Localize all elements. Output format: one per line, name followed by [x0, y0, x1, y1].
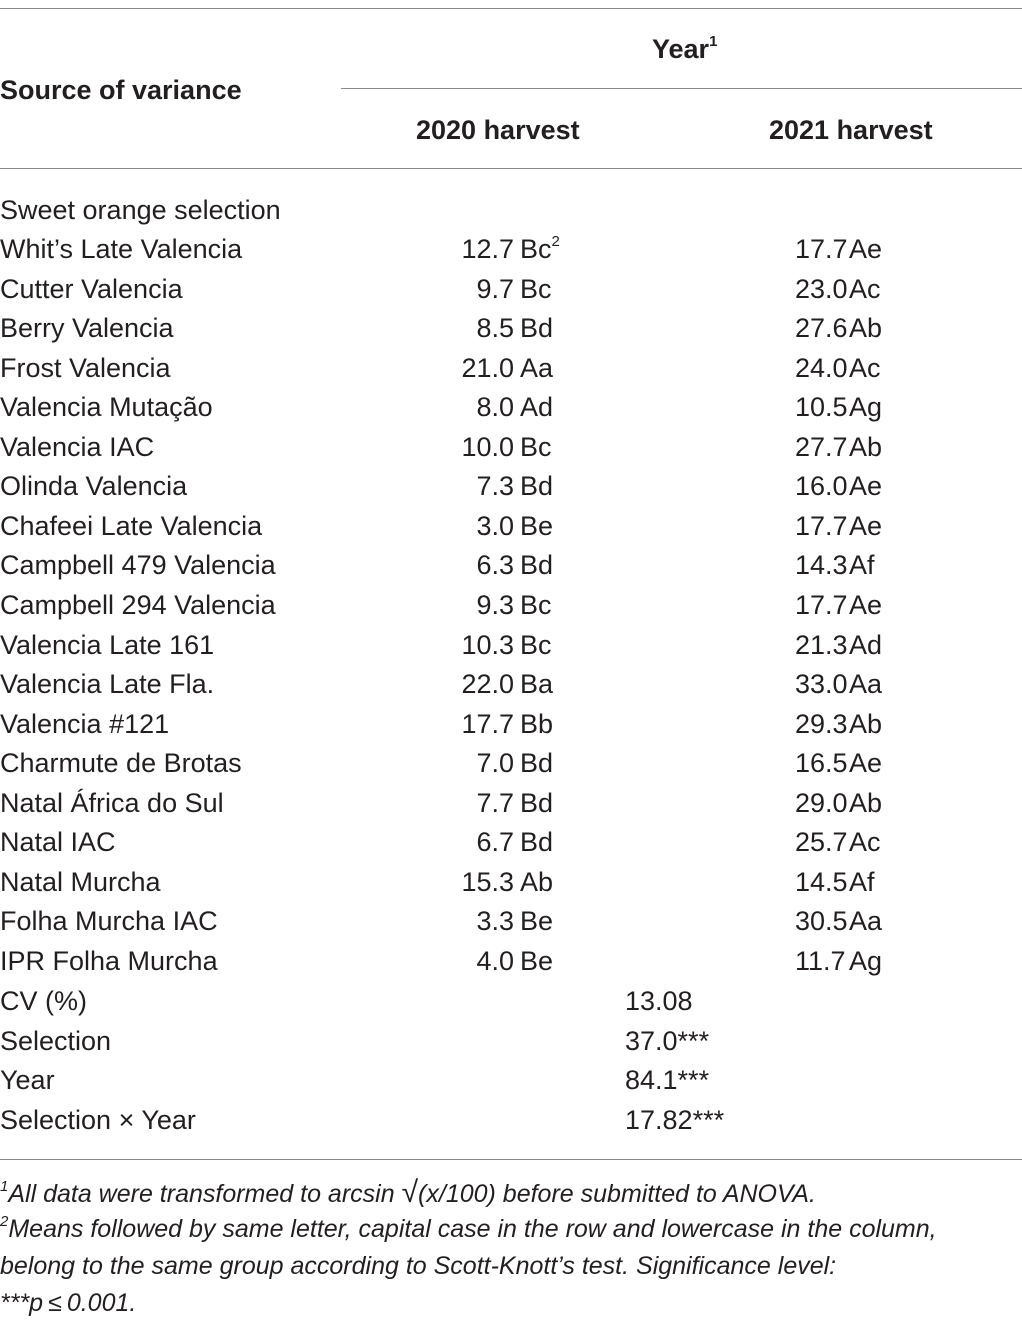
- row-selection-name: Berry Valencia: [0, 313, 174, 343]
- row-selection-name: Natal África do Sul: [0, 788, 224, 818]
- row-2020-cell: [445, 629, 645, 661]
- group-letters-2020: Bb: [520, 709, 554, 739]
- row-2021-cell: [795, 826, 995, 858]
- group-letters-2021: Ae: [849, 511, 883, 541]
- row-selection-name: Frost Valencia: [0, 353, 171, 383]
- row-selection-name: Campbell 479 Valencia: [0, 550, 276, 580]
- row-2021-cell: [795, 391, 995, 423]
- row-2020-cell: [445, 233, 645, 265]
- row-2021-cell: [795, 668, 995, 700]
- value-2021: 16.5: [795, 748, 848, 778]
- value-2021: 17.7: [795, 234, 848, 264]
- group-letters-2021: Af: [849, 867, 875, 897]
- row-2020-cell: [445, 312, 645, 344]
- group-letters-2021: Ab: [849, 709, 883, 739]
- year-header: Year$^1$: [652, 33, 718, 64]
- group-letters-2021: Ab: [849, 432, 883, 462]
- top-rule: [0, 8, 1022, 9]
- value-2020: 6.3: [476, 550, 514, 580]
- stat-label: Selection: [0, 1026, 112, 1056]
- group-letters-2020: Bd: [520, 788, 554, 818]
- group-letters-2020: Bc: [520, 234, 552, 264]
- row-selection-name: Cutter Valencia: [0, 274, 183, 304]
- value-2021: 10.5: [795, 392, 848, 422]
- footnote-1: $^1$All data were transformed to arcsin √(x/100) before submitted to ANOVA.: [0, 1176, 816, 1209]
- col-2020-harvest-header: 2020 harvest: [416, 115, 580, 145]
- row-selection-name: Valencia Late Fla.: [0, 669, 215, 699]
- group-letters-2021: Ac: [849, 274, 881, 304]
- value-2020: 8.5: [476, 313, 514, 343]
- row-selection-name: Whit’s Late Valencia: [0, 234, 243, 264]
- row-2020-cell: [445, 391, 645, 423]
- row-2021-cell: [795, 629, 995, 661]
- footnote-ref-2: 2: [551, 233, 560, 250]
- row-selection-name: Campbell 294 Valencia: [0, 590, 276, 620]
- value-2021: 17.7: [795, 590, 848, 620]
- value-2020: 7.0: [476, 748, 514, 778]
- group-letters-2020: Be: [520, 946, 554, 976]
- group-letters-2021: Ab: [849, 313, 883, 343]
- row-2021-cell: [795, 945, 995, 977]
- value-2020: 9.7: [476, 274, 514, 304]
- group-letters-2021: Af: [849, 550, 875, 580]
- row-2021-cell: [795, 510, 995, 542]
- value-2020: 4.0: [476, 946, 514, 976]
- row-2020-cell: [445, 273, 645, 305]
- year-spanner-rule: [341, 88, 1022, 89]
- value-2020: 8.0: [476, 392, 514, 422]
- group-letters-2021: Ag: [849, 392, 883, 422]
- value-2021: 24.0: [795, 353, 848, 383]
- row-selection-name: Natal IAC: [0, 827, 116, 857]
- row-2021-cell: [795, 589, 995, 621]
- row-2021-cell: [795, 549, 995, 581]
- row-2020-cell: [445, 510, 645, 542]
- row-2020-cell: [445, 470, 645, 502]
- group-letters-2020: Ab: [520, 867, 554, 897]
- group-letters-2021: Ae: [849, 748, 883, 778]
- value-2020: 21.0: [461, 353, 514, 383]
- row-2021-cell: [795, 312, 995, 344]
- footnote-2-line-1: $^2$Means followed by same letter, capital case in the row and lowercase in the column,: [0, 1212, 937, 1243]
- row-selection-name: Chafeei Late Valencia: [0, 511, 263, 541]
- group-letters-2021: Ae: [849, 234, 883, 264]
- stat-value: 17.82***: [625, 1105, 725, 1135]
- row-selection-name: Folha Murcha IAC: [0, 906, 218, 936]
- group-letters-2020: Bc: [520, 590, 552, 620]
- row-selection-name: Natal Murcha: [0, 867, 161, 897]
- row-2020-cell: [445, 352, 645, 384]
- value-2020: 12.7: [461, 234, 514, 264]
- group-letters-2020: Be: [520, 906, 554, 936]
- group-letters-2021: Aa: [849, 669, 883, 699]
- group-letters-2020: Bc: [520, 630, 552, 660]
- value-2020: 10.3: [461, 630, 514, 660]
- group-letters-2021: Ab: [849, 788, 883, 818]
- stat-value: 37.0***: [625, 1026, 710, 1056]
- row-2020-cell: [445, 589, 645, 621]
- row-selection-name: Valencia #121: [0, 709, 170, 739]
- stat-label: CV (%): [0, 986, 87, 1016]
- group-letters-2021: Ac: [849, 827, 881, 857]
- row-selection-name: IPR Folha Murcha: [0, 946, 218, 976]
- value-2020: 7.3: [476, 471, 514, 501]
- value-2021: 23.0: [795, 274, 848, 304]
- row-2021-cell: [795, 787, 995, 819]
- row-2020-cell: [445, 708, 645, 740]
- value-2021: 27.7: [795, 432, 848, 462]
- row-2020-cell: [445, 945, 645, 977]
- group-letters-2021: Ae: [849, 471, 883, 501]
- value-2020: 15.3: [461, 867, 514, 897]
- group-letters-2020: Bc: [520, 274, 552, 304]
- row-selection-name: Valencia Mutação: [0, 392, 213, 422]
- col-2021-harvest-header: 2021 harvest: [769, 115, 933, 145]
- row-selection-name: Valencia IAC: [0, 432, 155, 462]
- stat-label: Selection × Year: [0, 1105, 196, 1135]
- value-2020: 10.0: [461, 432, 514, 462]
- row-2021-cell: [795, 352, 995, 384]
- group-letters-2020: Aa: [520, 353, 554, 383]
- group-letters-2020: Ad: [520, 392, 554, 422]
- row-2020-cell: [445, 866, 645, 898]
- row-2021-cell: [795, 431, 995, 463]
- group-letters-2021: Ad: [849, 630, 883, 660]
- stat-value: 13.08: [625, 986, 693, 1016]
- row-selection-name: Valencia Late 161: [0, 630, 215, 660]
- value-2021: 27.6: [795, 313, 848, 343]
- group-letters-2020: Ba: [520, 669, 554, 699]
- row-selection-name: Olinda Valencia: [0, 471, 188, 501]
- group-letters-2020: Bc: [520, 432, 552, 462]
- group-letters-2020: Bd: [520, 748, 554, 778]
- source-of-variance-header: Source of variance: [0, 75, 242, 105]
- row-2021-cell: [795, 273, 995, 305]
- value-2020: 3.3: [476, 906, 514, 936]
- value-2021: 29.0: [795, 788, 848, 818]
- row-2021-cell: [795, 470, 995, 502]
- value-2020: 17.7: [461, 709, 514, 739]
- value-2021: 17.7: [795, 511, 848, 541]
- value-2021: 30.5: [795, 906, 848, 936]
- group-letters-2021: Ae: [849, 590, 883, 620]
- group-letters-2021: Ag: [849, 946, 883, 976]
- header-bottom-rule: [0, 168, 1022, 169]
- value-2020: 22.0: [461, 669, 514, 699]
- value-2020: 9.3: [476, 590, 514, 620]
- row-2020-cell: [445, 826, 645, 858]
- row-2021-cell: [795, 233, 995, 265]
- value-2020: 3.0: [476, 511, 514, 541]
- group-letters-2020: Bd: [520, 313, 554, 343]
- value-2020: 7.7: [476, 788, 514, 818]
- group-letters-2020: Bd: [520, 550, 554, 580]
- section-label-sweet-orange-selection: Sweet orange selection: [0, 195, 281, 225]
- row-selection-name: Charmute de Brotas: [0, 748, 242, 778]
- value-2021: 21.3: [795, 630, 848, 660]
- value-2021: 25.7: [795, 827, 848, 857]
- value-2021: 16.0: [795, 471, 848, 501]
- value-2021: 14.3: [795, 550, 848, 580]
- row-2020-cell: [445, 905, 645, 937]
- row-2020-cell: [445, 787, 645, 819]
- value-2020: 6.7: [476, 827, 514, 857]
- value-2021: 14.5: [795, 867, 848, 897]
- value-2021: 33.0: [795, 669, 848, 699]
- row-2020-cell: [445, 549, 645, 581]
- group-letters-2020: Bd: [520, 471, 554, 501]
- value-2021: 11.7: [795, 946, 846, 976]
- row-2021-cell: [795, 708, 995, 740]
- stat-value: 84.1***: [625, 1065, 710, 1095]
- row-2020-cell: [445, 431, 645, 463]
- row-2021-cell: [795, 866, 995, 898]
- group-letters-2021: Aa: [849, 906, 883, 936]
- footnote-2-line-2: belong to the same group according to Scott-Knott’s test. Significance level:: [0, 1252, 837, 1280]
- group-letters-2020: Be: [520, 511, 554, 541]
- footnote-2-line-3: ***p ≤ 0.001.: [0, 1289, 137, 1317]
- row-2021-cell: [795, 905, 995, 937]
- row-2021-cell: [795, 747, 995, 779]
- row-2020-cell: [445, 747, 645, 779]
- stat-label: Year: [0, 1065, 55, 1095]
- square-root-symbol: √: [401, 1176, 419, 1209]
- value-2021: 29.3: [795, 709, 848, 739]
- group-letters-2020: Bd: [520, 827, 554, 857]
- row-2020-cell: [445, 668, 645, 700]
- table-bottom-rule: [0, 1159, 1022, 1160]
- group-letters-2021: Ac: [849, 353, 881, 383]
